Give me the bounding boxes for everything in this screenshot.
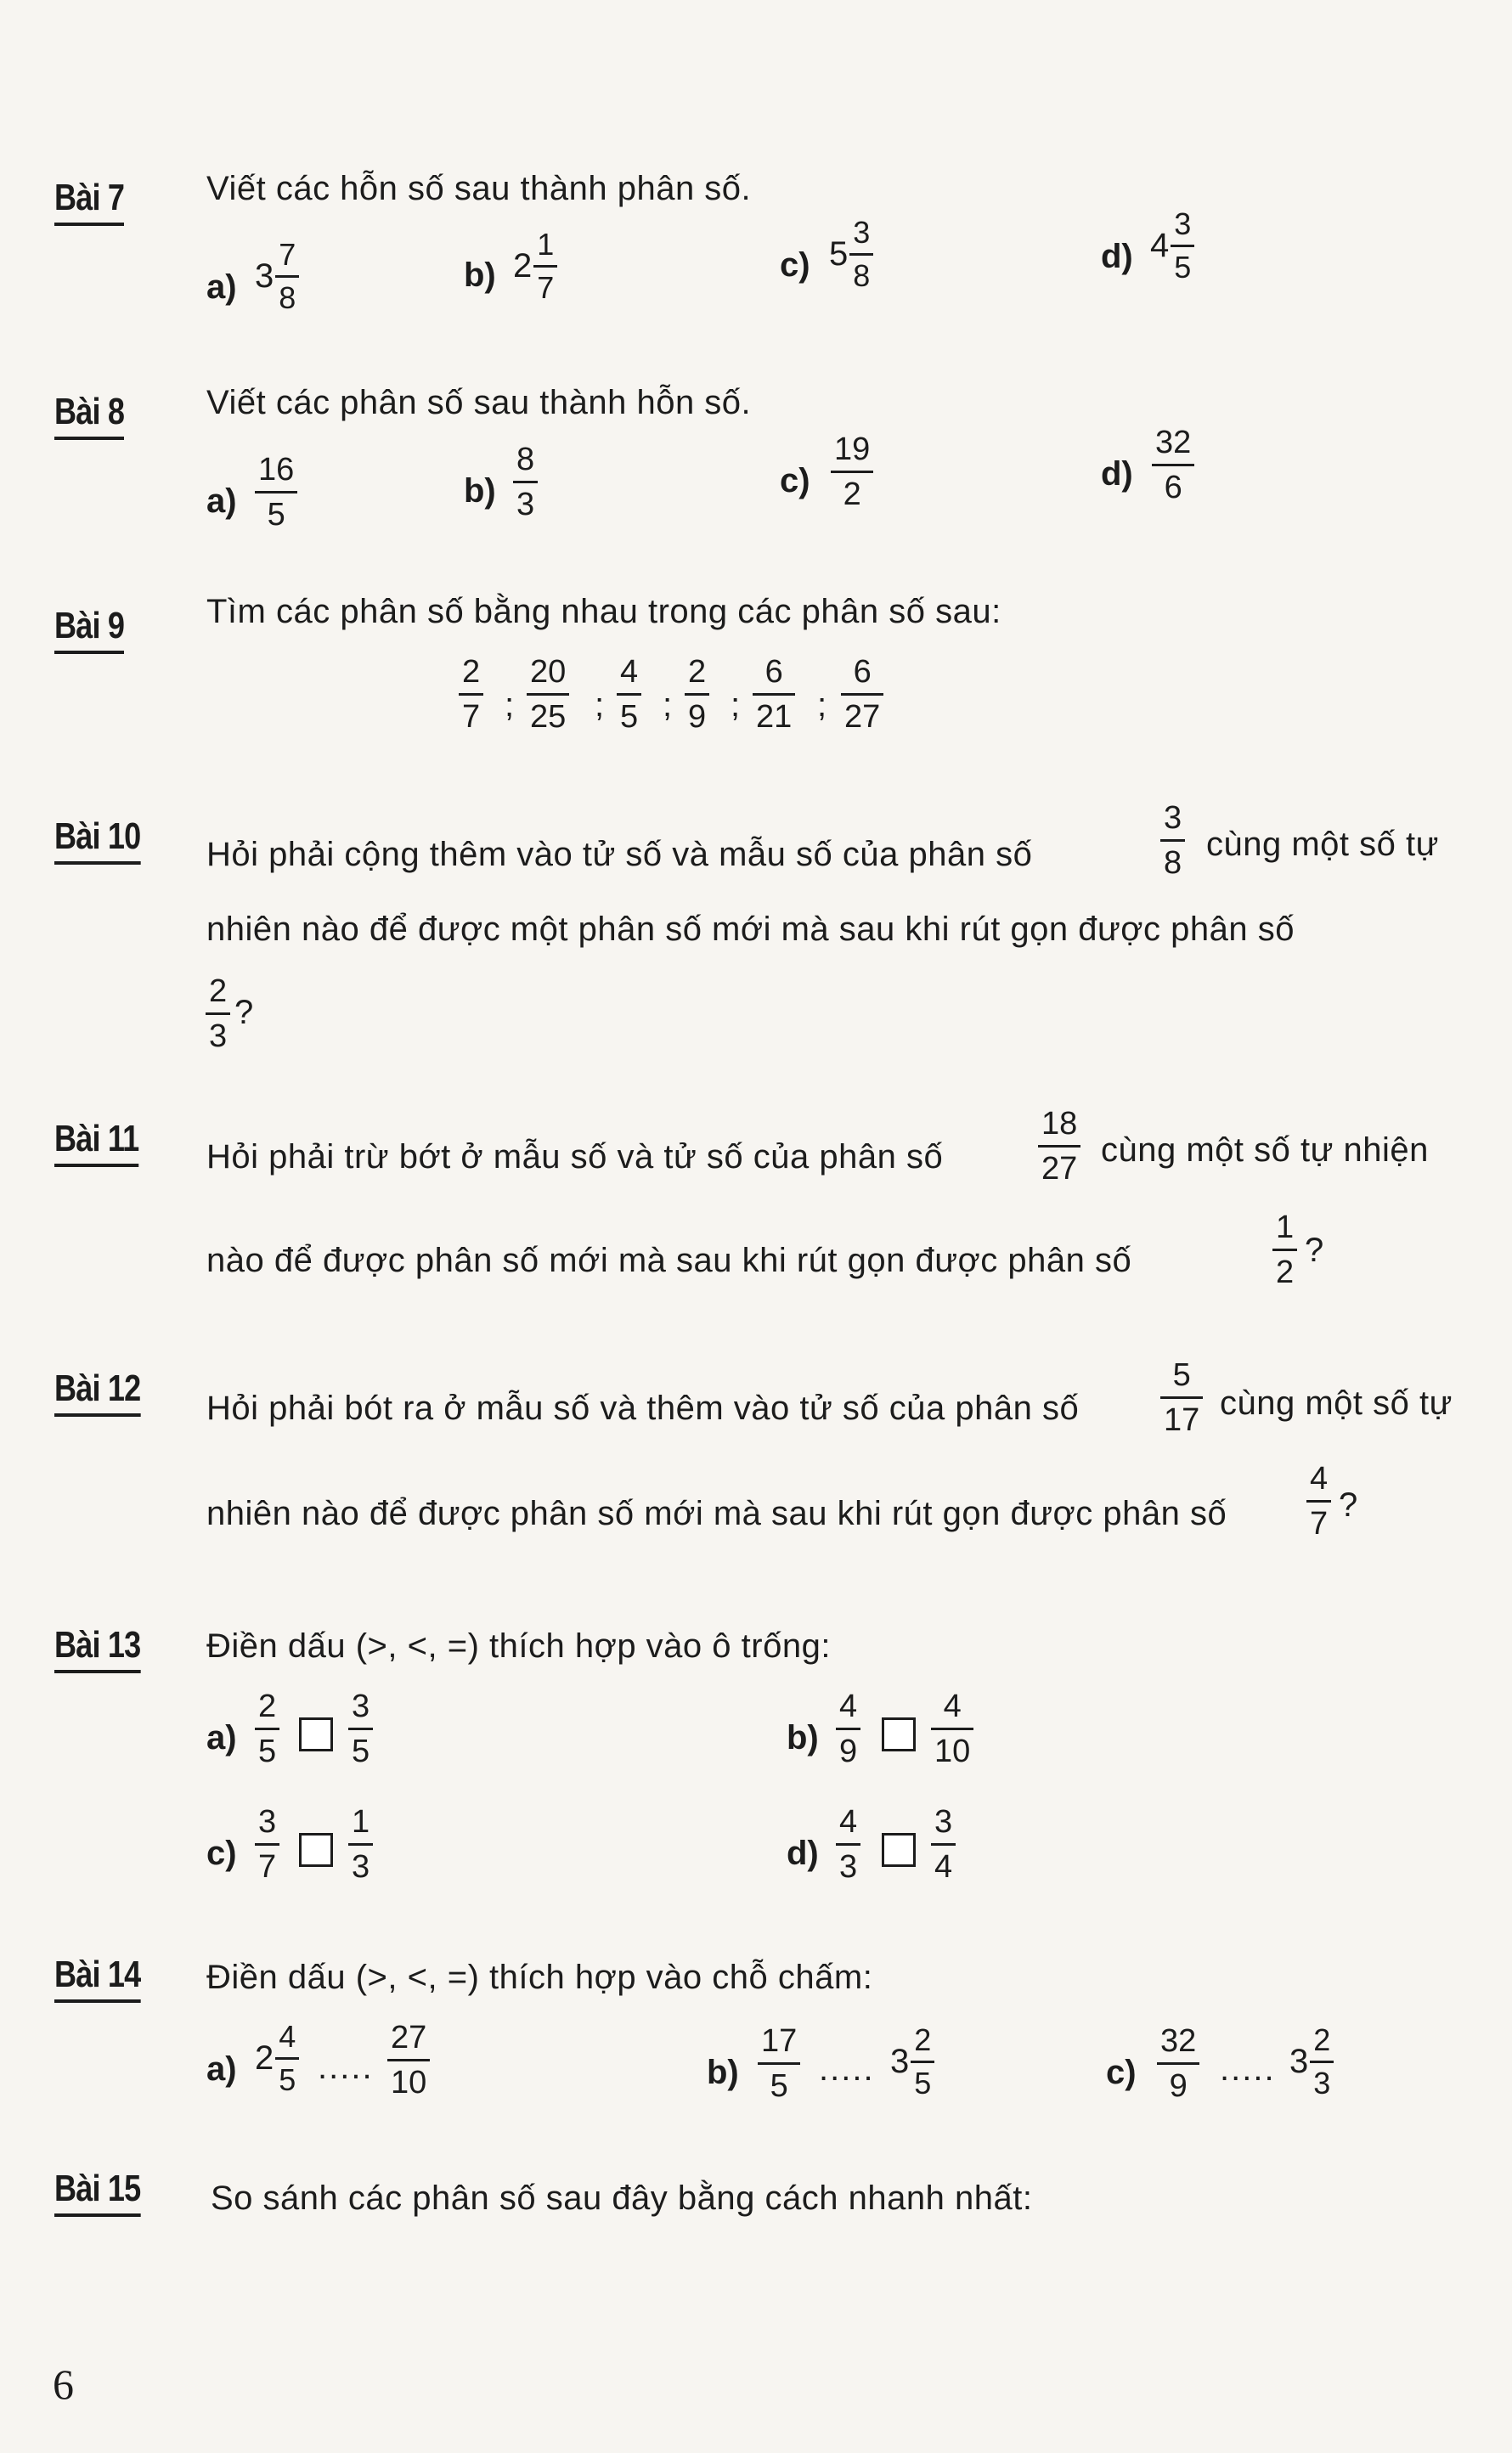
ex7-label-b: b)	[464, 257, 496, 294]
ex13-c-answer-box[interactable]	[299, 1833, 333, 1867]
ex14-label-b: b)	[707, 2054, 739, 2091]
ex9-sep-3: ;	[663, 686, 673, 724]
ex14-c-right: 3 2 3	[1289, 2025, 1334, 2099]
ex12-line2: nhiên nào để được phân số mới mà sau khi rút gọn được phân số	[206, 1495, 1227, 1532]
ex10-line1-end: cùng một số tự	[1206, 826, 1439, 863]
ex8-label-c: c)	[780, 462, 810, 499]
ex13-d-left: 4 3	[836, 1806, 860, 1883]
ex7-mixed-a: 3 7 8	[255, 240, 299, 313]
ex7-label-d: d)	[1101, 238, 1133, 275]
ex13-a-answer-box[interactable]	[299, 1717, 333, 1751]
ex9-sep-4: ;	[731, 686, 741, 724]
ex9-sep-2: ;	[595, 686, 605, 724]
ex9-frac-5: 6 21	[753, 656, 795, 733]
ex13-b-answer-box[interactable]	[882, 1717, 916, 1751]
ex13-c-left: 3 7	[255, 1806, 279, 1883]
ex8-label-b: b)	[464, 472, 496, 510]
ex14-label-a: a)	[206, 2050, 237, 2088]
ex7-label-a: a)	[206, 268, 237, 306]
ex9-frac-4: 2 9	[685, 656, 709, 733]
ex13-b-right: 4 10	[931, 1690, 973, 1768]
exercise-12-title: Bài 12	[54, 1367, 140, 1417]
exercise-8-title: Bài 8	[54, 391, 124, 440]
exercise-9-title: Bài 9	[54, 605, 124, 654]
ex10-line1: Hỏi phải cộng thêm vào tử số và mẫu số của phân số	[206, 836, 1033, 873]
ex14-c-left: 32 9	[1157, 2025, 1199, 2102]
ex14-b-right: 3 2 5	[890, 2025, 934, 2099]
ex9-sep-1: ;	[505, 686, 515, 724]
ex8-label-d: d)	[1101, 455, 1133, 493]
ex8-label-a: a)	[206, 482, 237, 520]
ex7-mixed-c: 5 3 8	[829, 217, 873, 291]
ex8-frac-c: 19 2	[831, 433, 873, 510]
ex13-d-right: 3 4	[931, 1806, 956, 1883]
ex12-line1-end: cùng một số tự	[1220, 1384, 1453, 1422]
exercise-7-text: Viết các hỗn số sau thành phân số.	[206, 170, 752, 207]
ex14-label-c: c)	[1106, 2054, 1137, 2091]
ex7-label-c: c)	[780, 246, 810, 284]
ex11-line2: nào để được phân số mới mà sau khi rút gọn được phân số	[206, 1242, 1132, 1279]
exercise-8-text: Viết các phân số sau thành hỗn số.	[206, 384, 752, 421]
ex14-a-right: 27 10	[387, 2022, 430, 2099]
ex9-frac-6: 6 27	[841, 656, 883, 733]
ex14-b-blank[interactable]: .....	[819, 2050, 875, 2088]
ex8-frac-a: 16 5	[255, 454, 297, 531]
ex10-question-mark: ?	[234, 994, 254, 1031]
page-number: 6	[53, 2360, 74, 2408]
ex11-frac-1: 18 27	[1038, 1108, 1080, 1185]
ex10-line2: nhiên nào để được một phân số mới mà sau khi rút gọn được phân số	[206, 911, 1295, 948]
ex12-line1: Hỏi phải bót ra ở mẫu số và thêm vào tử số của phân số	[206, 1390, 1080, 1427]
ex8-frac-d: 32 6	[1152, 426, 1194, 504]
ex13-b-left: 4 9	[836, 1690, 860, 1768]
ex14-b-left: 17 5	[758, 2025, 800, 2102]
exercise-14-text: Điền dấu (>, <, =) thích hợp vào chỗ chấm:	[206, 1959, 873, 1996]
ex9-frac-3: 4 5	[617, 656, 641, 733]
exercise-15-text: So sánh các phân số sau đây bằng cách nhanh nhất:	[211, 2180, 1033, 2217]
ex9-frac-1: 2 7	[459, 656, 483, 733]
ex13-d-answer-box[interactable]	[882, 1833, 916, 1867]
ex13-a-right: 3 5	[348, 1690, 373, 1768]
exercise-13-title: Bài 13	[54, 1624, 140, 1673]
ex12-question-mark: ?	[1339, 1486, 1358, 1524]
ex13-label-a: a)	[206, 1719, 237, 1757]
ex7-mixed-d: 4 3 5	[1150, 209, 1194, 283]
exercise-13-text: Điền dấu (>, <, =) thích hợp vào ô trống:	[206, 1627, 831, 1665]
ex8-frac-b: 8 3	[513, 443, 538, 521]
ex10-frac-1: 3 8	[1160, 802, 1185, 879]
ex11-line1: Hỏi phải trừ bớt ở mẫu số và tử số của phân số	[206, 1138, 944, 1176]
ex7-mixed-b: 2 1 7	[513, 229, 557, 303]
exercise-9-text: Tìm các phân số bằng nhau trong các phân số sau:	[206, 593, 1001, 630]
ex14-c-blank[interactable]: .....	[1220, 2050, 1276, 2088]
exercise-15-title: Bài 15	[54, 2168, 140, 2217]
ex12-frac-1: 5 17	[1160, 1359, 1203, 1436]
ex13-label-b: b)	[787, 1719, 819, 1757]
exercise-10-title: Bài 10	[54, 815, 140, 865]
exercise-11-title: Bài 11	[54, 1118, 138, 1167]
ex13-label-c: c)	[206, 1835, 237, 1872]
ex14-a-blank[interactable]: .....	[318, 2049, 374, 2086]
exercise-14-title: Bài 14	[54, 1954, 140, 2003]
ex13-c-right: 1 3	[348, 1806, 373, 1883]
ex13-label-d: d)	[787, 1835, 819, 1872]
ex11-question-mark: ?	[1305, 1232, 1324, 1269]
ex9-sep-5: ;	[817, 686, 827, 724]
ex13-a-left: 2 5	[255, 1690, 279, 1768]
exercise-7-title: Bài 7	[54, 177, 124, 226]
ex12-frac-2: 4 7	[1306, 1463, 1331, 1540]
ex9-frac-2: 20 25	[527, 656, 569, 733]
ex11-frac-2: 1 2	[1272, 1211, 1297, 1289]
ex14-a-left: 2 4 5	[255, 2022, 299, 2095]
ex10-frac-2: 2 3	[206, 975, 230, 1052]
ex11-line1-end: cùng một số tự nhiện	[1101, 1131, 1429, 1169]
